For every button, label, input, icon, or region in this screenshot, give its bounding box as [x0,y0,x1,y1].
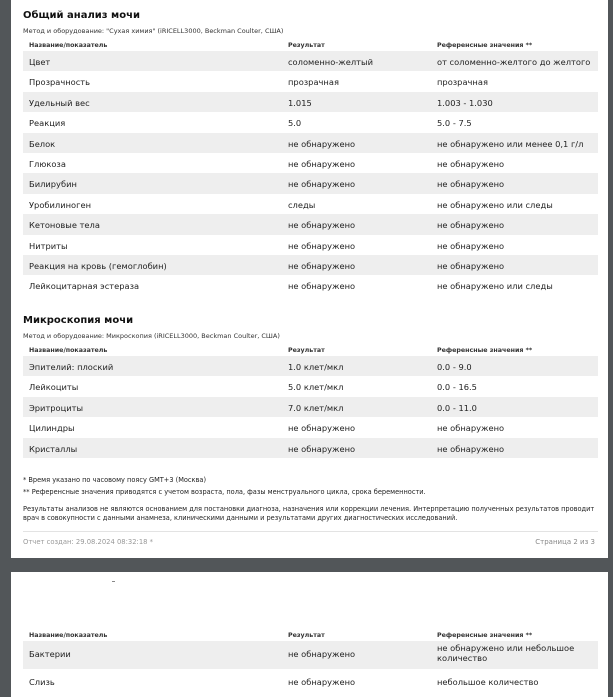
cell-result: не обнаружено [288,261,356,271]
cell-name: Кетоновые тела [29,220,100,231]
cell-result: не обнаружено [288,220,356,231]
cell-ref: не обнаружено [437,443,505,454]
cell-result: не обнаружено [288,443,356,454]
cell-ref: 0.0 - 16.5 [437,382,477,393]
cell-result: не обнаружено [288,649,356,659]
header-ref: Референсные значения ** [437,42,533,49]
header-ref: Референсные значения ** [437,632,533,639]
cell-result: следы [288,199,316,210]
cell-name: Реакция на кровь (гемоглобин) [29,261,167,271]
report-created: Отчет создан: 29.08.2024 08:32:18 * [23,538,154,546]
cell-name: Эритроциты [29,402,84,413]
header-result: Результат [288,347,325,354]
cell-result: не обнаружено [288,240,356,251]
cell-ref: от соломенно-желтого до желтого [437,57,591,67]
table-row [23,51,598,71]
cell-result: 7.0 клет/мкл [288,402,344,413]
cell-ref: не обнаружено [437,261,505,271]
cell-name: Кристаллы [29,443,78,454]
cell-result: 5.0 клет/мкл [288,382,344,393]
cell-result: соломенно-желтый [288,57,373,67]
cell-ref: не обнаружено [437,220,505,231]
cell-name: Билирубин [29,179,77,190]
header-result: Результат [288,632,325,639]
table-row [23,133,598,153]
method-micro: Метод и оборудование: Микроскопия (iRICELL3000, Beckman Coulter, США) [23,332,280,340]
table-row [23,153,598,173]
table-row [23,417,598,437]
cell-name: Глюкоза [29,159,66,169]
cell-ref: не обнаружено или небольшое количество [437,643,575,663]
cell-name: Цилиндры [29,423,75,434]
cell-result: 1.015 [288,97,312,108]
cell-name: Эпителий: плоский [29,362,114,372]
cell-name: Прозрачность [29,77,91,88]
table-row [23,438,598,458]
cell-result: прозрачная [288,77,339,88]
note-reference: ** Референсные значения приводятся с учетом возраста, пола, фазы менструального цикла, срока беременности. [23,488,426,496]
cell-name: Удельный вес [29,97,90,108]
page-number: Страница 2 из 3 [535,538,595,546]
header-name: Название/показатель [29,347,108,354]
cell-ref: 5.0 - 7.5 [437,118,472,129]
cell-result: 5.0 [288,118,302,129]
cell-name: Нитриты [29,240,68,251]
cell-ref: 0.0 - 9.0 [437,362,472,372]
cell-ref: не обнаружено [437,159,505,169]
table-row [23,194,598,214]
cell-result: не обнаружено [288,281,356,292]
table-row [23,92,598,112]
section-title-general: Общий анализ мочи [23,10,140,21]
cell-result: не обнаружено [288,179,356,190]
table-row [23,376,598,396]
table-row [23,641,598,669]
cell-name: Реакция [29,118,66,129]
header-name: Название/показатель [29,42,108,49]
table-row [23,112,598,132]
cell-name: Уробилиноген [29,199,91,210]
cell-name: Лейкоциты [29,382,79,393]
table-row [23,356,598,376]
cell-name: Слизь [29,677,55,687]
table-row [23,235,598,255]
cell-ref: не обнаружено или следы [437,281,553,292]
table-row [23,214,598,234]
cell-ref: не обнаружено [437,240,505,251]
cell-ref: прозрачная [437,77,488,88]
table-row [23,397,598,417]
page-mark [112,581,115,582]
disclaimer: Результаты анализов не являются основанием для постановки диагноза, назначения или коррекции лечения. Интерпретацию полученных результатов проводит врач в совокупности с данными анамнеза, клиническими данными и результатами других диагностических исследований. [23,505,595,522]
cell-ref: не обнаружено [437,179,505,190]
header-ref: Референсные значения ** [437,347,533,354]
report-page-next [11,572,608,697]
cell-result: не обнаружено [288,423,356,434]
method-general: Метод и оборудование: "Сухая химия" (iRICELL3000, Beckman Coulter, США) [23,27,284,35]
table-row [23,71,598,91]
cell-ref: не обнаружено [437,423,505,434]
cell-ref: 0.0 - 11.0 [437,402,477,413]
footer-divider [23,531,598,532]
cell-result: 1.0 клет/мкл [288,362,344,372]
section-title-micro: Микроскопия мочи [23,315,134,326]
cell-result: не обнаружено [288,159,356,169]
cell-name: Бактерии [29,649,71,659]
cell-ref: не обнаружено или менее 0,1 г/л [437,138,584,149]
header-result: Результат [288,42,325,49]
cell-ref: 1.003 - 1.030 [437,97,493,108]
cell-name: Лейкоцитарная эстераза [29,281,140,292]
table-row [23,671,598,691]
cell-ref: небольшое количество [437,677,539,687]
table-row [23,255,598,275]
cell-ref: не обнаружено или следы [437,199,553,210]
report-page [11,0,608,558]
note-timezone: * Время указано по часовому поясу GMT+3 (Москва) [23,476,207,484]
cell-name: Цвет [29,57,51,67]
cell-result: не обнаружено [288,677,356,687]
table-row [23,173,598,193]
cell-result: не обнаружено [288,138,356,149]
cell-name: Белок [29,138,56,149]
table-row [23,275,598,295]
header-name: Название/показатель [29,632,108,639]
